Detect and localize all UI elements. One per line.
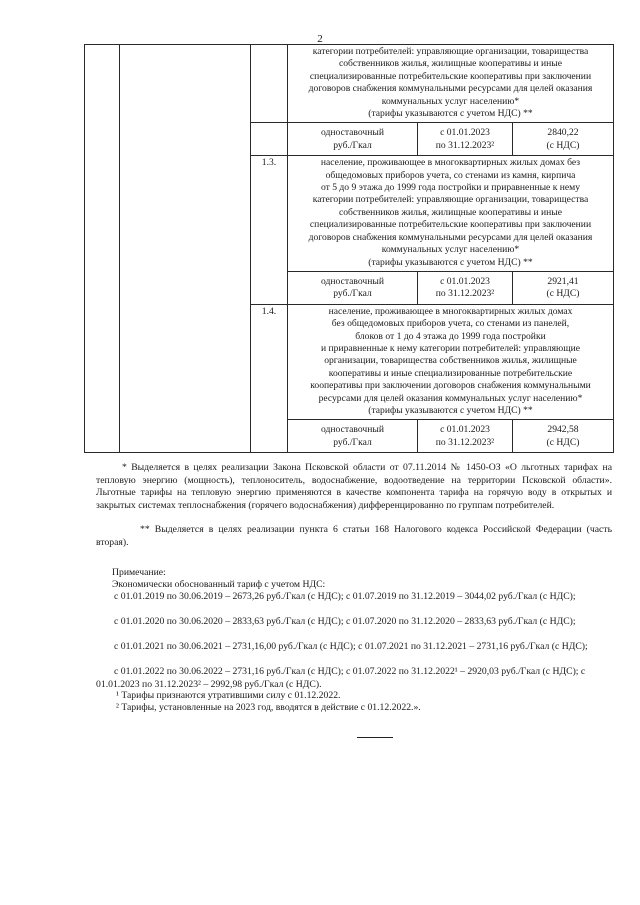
table-cell-empty (120, 45, 251, 453)
note-tariff-line: с 01.01.2020 по 30.06.2020 – 2833,63 руб./Гкал (с НДС); с 01.07.2020 по 31.12.2020 – 2833,63 руб./Гкал (с НДС); (114, 616, 576, 627)
category-description: категории потребителей: управляющие организации, товарищества собственников жилья, жилищные кооперативы и иные специализированные потребительские кооперативы при заключении договоров снабжения коммунальными ресурсами для целей оказания коммунальных услуг населению* (тарифы указываются с учетом НДС) ** (288, 45, 614, 123)
row-number: 1.3. (251, 156, 288, 304)
footnote-star: * Выделяется в целях реализации Закона Псковской области от 07.11.2014 № 1450-ОЗ «О льготных тарифах на тепловую энергию (мощность), теплоноситель, водоснабжение, водоотведение на территории Псковской области». Льготные тарифы на тепловую энергию применяются в качестве компонента тарифа на горячую воду в открытых и закрытых системах теплоснабжения (горячего водоснабжения) дифференцированно по группам потребителей. (96, 462, 612, 511)
row-number (251, 45, 288, 123)
table-row (85, 45, 614, 123)
page-number: 2 (317, 33, 323, 45)
note-tariff-line: с 01.01.2021 по 30.06.2021 – 2731,16,00 руб./Гкал (с НДС); с 01.07.2021 по 31.12.2021 – 2731,16 руб./Гкал (с НДС); (114, 641, 588, 652)
tariff-price: 2921,41 (с НДС) (513, 271, 614, 304)
tariff-period: с 01.01.2023 по 31.12.2023² (418, 271, 513, 304)
tariff-unit: одноставочный руб./Гкал (288, 123, 418, 156)
note-superscript-1: ¹ Тарифы признаются утратившими силу с 01.12.2022. (116, 690, 341, 701)
category-description: население, проживающее в многоквартирных жилых домах без общедомовых приборов учета, со стенами из камня, кирпича от 5 до 9 этажа до 1999 года постройки и приравненные к нему категории потребителей: управляющие организации, товарищества собственников жилья, жилищные кооперативы и иные специализированные потребительские кооперативы при заключении договоров снабжения коммунальными ресурсами для целей оказания коммунальных услуг населению* (тарифы указываются с учетом НДС) ** (288, 156, 614, 272)
tariff-table (84, 44, 614, 453)
footnote-double-star: ** Выделяется в целях реализации пункта 6 статьи 168 Налогового кодекса Российской Федерации (часть вторая). (96, 524, 612, 548)
note-tariff-line: с 01.01.2022 по 30.06.2022 – 2731,16 руб./Гкал (с НДС); с 01.07.2022 по 31.12.2022¹ – 2920,03 руб./Гкал (с НДС); с 01.01.2023 по 31.12.2023² – 2992,98 руб./Гкал (с НДС). (96, 666, 586, 690)
note-superscript-2: ² Тарифы, установленные на 2023 год, вводятся в действие с 01.12.2022.». (116, 702, 421, 713)
row-number (251, 123, 288, 156)
tariff-unit: одноставочный руб./Гкал (288, 420, 418, 453)
tariff-price: 2942,58 (с НДС) (513, 420, 614, 453)
table-cell-empty (85, 45, 120, 453)
note-tariff-line: с 01.01.2019 по 30.06.2019 – 2673,26 руб./Гкал (с НДС); с 01.07.2019 по 31.12.2019 – 3044,02 руб./Гкал (с НДС); (114, 591, 576, 602)
row-number: 1.4. (251, 304, 288, 452)
tariff-price: 2840,22 (с НДС) (513, 123, 614, 156)
category-description: население, проживающее в многоквартирных жилых домах без общедомовых приборов учета, со стенами из панелей, блоков от 1 до 4 этажа до 1999 года постройки и приравненные к нему категории потребителей: управляющие организации, товарищества собственников жилья, жилищные кооперативы и иные специализированные потребительские кооперативы при заключении договоров снабжения коммунальными ресурсами для целей оказания коммунальных услуг населению* (тарифы указываются с учетом НДС) ** (288, 304, 614, 420)
note-title: Примечание: (112, 567, 166, 578)
tariff-unit: одноставочный руб./Гкал (288, 271, 418, 304)
tariff-period: с 01.01.2023 по 31.12.2023² (418, 420, 513, 453)
closing-divider (357, 737, 393, 738)
tariff-period: с 01.01.2023 по 31.12.2023² (418, 123, 513, 156)
note-intro: Экономически обоснованный тариф с учетом НДС: (112, 579, 326, 590)
